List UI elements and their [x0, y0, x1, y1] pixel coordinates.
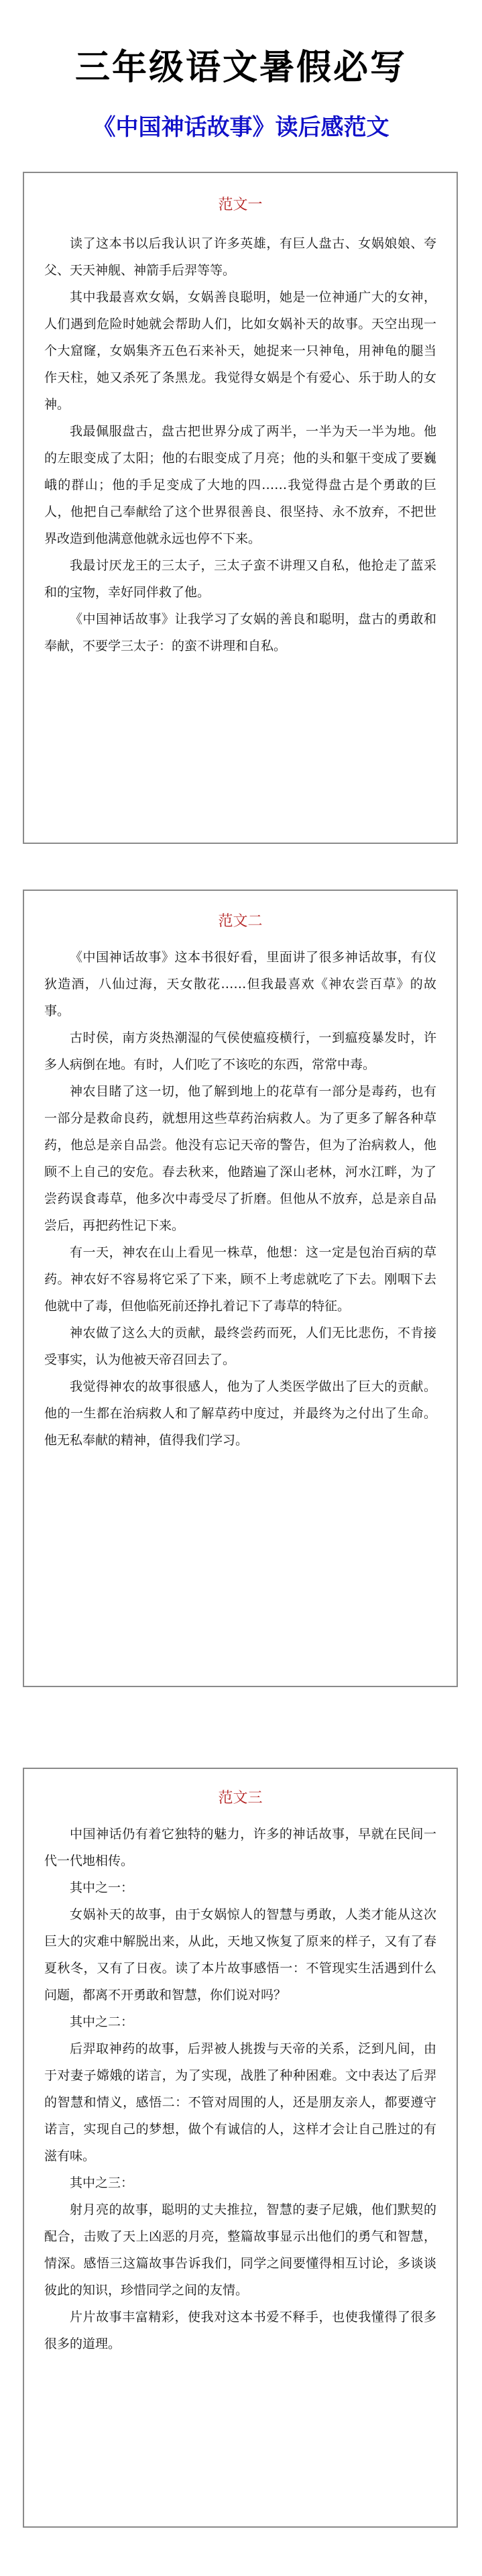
essay-paragraph: 读了这本书以后我认识了许多英雄，有巨人盘古、女娲娘娘、夸父、天天神舰、神箭手后羿等等。 — [44, 236, 436, 278]
page-title: 三年级语文暑假必写 — [74, 48, 407, 88]
essay-paragraph: 神农做了这么大的贡献，最终尝药而死，人们无比悲伤，不肯接受事实，认为他被天帝召回去了。 — [44, 1326, 436, 1367]
essay-paragraph: 后羿取神药的故事，后羿被人挑拨与天帝的关系，泛到凡间，由于对妻子嫦娥的诺言，为了实现，战胜了种种困难。文中表达了后羿的智慧和情义，感悟二：不管对周围的人，还是朋友亲人，都要遵守诺言，实现自己的梦想，做个有诚信的人，这样才会让自己胜过的有滋有味。 — [44, 2041, 436, 2163]
essay-paragraph: 中国神话仍有着它独特的魅力，许多的神话故事，早就在民间一代一代地相传。 — [44, 1827, 436, 1868]
essay-body — [44, 230, 436, 659]
essay-paragraph: 我觉得神农的故事很感人，他为了人类医学做出了巨大的贡献。他的一生都在治病救人和了解草药中度过，并最终为之付出了生命。他无私奉献的精神，值得我们学习。 — [44, 1379, 436, 1448]
essay-paragraph: 《中国神话故事》这本书很好看，里面讲了很多神话故事，有仪狄造酒，八仙过海，天女散花……但我最喜欢《神农尝百草》的故事。 — [44, 950, 436, 1018]
essay-paragraph: 射月亮的故事，聪明的丈夫推拉，智慧的妻子尼娥，他们默契的配合，击败了天上凶恶的月亮，整篇故事显示出他们的勇气和智慧，情深。感悟三这篇故事告诉我们，同学之间要懂得相互讨论，多谈谈彼此的知识，珍惜同学之间的友情。 — [44, 2202, 436, 2298]
essay-heading: 范文三 — [218, 1790, 263, 1807]
essay-paragraph: 神农目睹了这一切，他了解到地上的花草有一部分是毒药，也有一部分是救命良药，就想用这些草药治病救人。为了更多了解各种草药，他总是亲自品尝。他没有忘记天帝的警告，但为了治病救人，他顾不上自己的安危。春去秋来，他踏遍了深山老林，河水江畔，为了尝药误食毒草，他多次中毒受尽了折磨。但他从不放弃，总是亲自品尝后，再把药性记下来。 — [44, 1084, 436, 1233]
essay-paragraph: 其中之三： — [70, 2176, 134, 2190]
essay-paragraph: 我最讨厌龙王的三太子，三太子蛮不讲理又自私，他抢走了蓝采和的宝物，幸好同伴救了他。 — [44, 558, 436, 600]
essay-card-2 — [23, 890, 458, 1687]
essay-paragraph: 其中我最喜欢女娲，女娲善良聪明，她是一位神通广大的女神，人们遇到危险时她就会帮助人们，比如女娲补天的故事。天空出现一个大窟窿，女娲集齐五色石来补天，她捉来一只神龟，用神龟的腿当作天柱，她又杀死了条黑龙。我觉得女娲是个有爱心、乐于助人的女神。 — [44, 290, 436, 412]
essay-paragraph: 其中之一： — [70, 1880, 134, 1895]
essay-paragraph: 古时侯，南方炎热潮湿的气侯使瘟疫横行，一到瘟疫暴发时，许多人病倒在地。有时，人们吃了不该吃的东西，常常中毒。 — [44, 1030, 436, 1072]
essay-paragraph: 片片故事丰富精彩，使我对这本书爱不释手，也使我懂得了很多很多的道理。 — [44, 2310, 436, 2351]
page-subtitle: 《中国神话故事》读后感范文 — [93, 114, 389, 141]
essay-paragraph: 女娲补天的故事，由于女娲惊人的智慧与勇敢，人类才能从这次巨大的灾难中解脱出来，从此，天地又恢复了原来的样子，又有了春夏秋冬，又有了日夜。读了本片故事感悟一：不管现实生活遇到什么问题，都离不开勇敢和智慧，你们说对吗？ — [44, 1907, 436, 2002]
essay-paragraph: 其中之二： — [70, 2015, 134, 2029]
essay-paragraph: 我最佩服盘古，盘古把世界分成了两半，一半为天一半为地。他的左眼变成了太阳；他的右眼变成了月亮；他的头和躯干变成了要巍峨的群山；他的手足变成了大地的四……我觉得盘古是个勇敢的巨人，他把自己奉献给了这个世界很善良、很坚持、永不放弃，不把世界改造到他满意他就永远也停不下来。 — [44, 424, 436, 546]
essay-paragraph: 《中国神话故事》让我学习了女娲的善良和聪明，盘古的勇敢和奉献，不要学三太子：的蛮不讲理和自私。 — [44, 612, 436, 653]
essay-body — [44, 944, 436, 1454]
essay-card-1 — [23, 172, 458, 844]
essay-paragraph: 有一天，神农在山上看见一株草，他想：这一定是包治百病的草药。神农好不容易将它采了下来，顾不上考虑就吃了下去。刚咽下去他就中了毒，但他临死前还挣扎着记下了毒草的特征。 — [44, 1245, 436, 1313]
essay-heading: 范文二 — [218, 913, 263, 930]
essay-heading: 范文一 — [218, 197, 263, 213]
essay-body — [44, 1821, 436, 2357]
essay-card-3 — [23, 1768, 458, 2528]
